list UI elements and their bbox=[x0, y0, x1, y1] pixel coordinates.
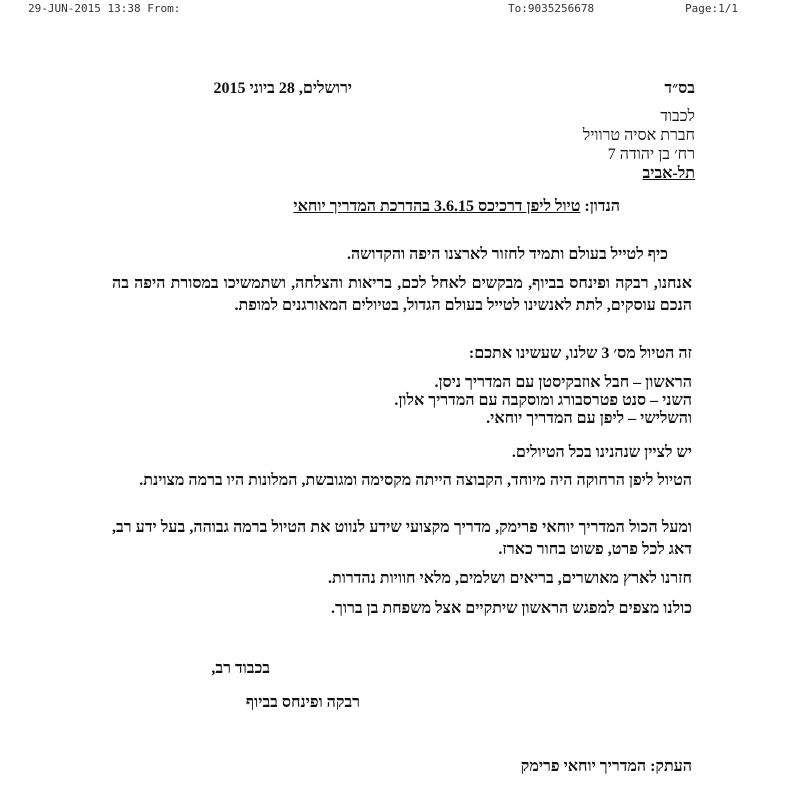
paragraph-trip-quality: הטיול ליפן הרחוקה היה מיוחד, הקבוצה הייתה מקסימה ומגובשת, המלונות היו ברמה מצוינת. bbox=[139, 472, 692, 489]
trip-third: והשלישי – ליפן עם המדריך יוחאי. bbox=[486, 410, 692, 427]
trips-intro: זה הטיול מס׳ 3 שלנו, שעשינו אתכם: bbox=[468, 345, 692, 362]
fax-datetime: 29-JUN-2015 13:38 From: bbox=[28, 2, 181, 15]
paragraph-guide-praise: ומעל הכול המדריך יוחאי פרימק, מדריך מקצועי שידע לנווט את הטיול ברמה גבוהה, בעל ידע רב, דאג לכל פרט, פשוט בחור כארז. bbox=[112, 519, 692, 558]
recipient-company: חברת אסיה טרוויל bbox=[582, 127, 695, 144]
subject-text: טיול ליפן דרכיכס 3.6.15 בהדרכת המדריך יוחאי bbox=[293, 198, 581, 215]
paragraph-return: חזרנו לארץ מאושרים, בריאים ושלמים, מלאי חוויות נהדרות. bbox=[328, 570, 692, 587]
paragraph-wishes: אנחנו, רבקה ופינחס בביוף, מבקשים לאחל לכם, בריאות והצלחה, ושתמשיכו במסורת היפה בה הנכם עוסקים, לתת לאנשינו לטייל בעולם הגדול, בטיולים המאורגנים למופת. bbox=[112, 275, 692, 314]
fax-page-count: Page:1/1 bbox=[685, 2, 738, 15]
recipient-street: רח׳ בן יהודה 7 bbox=[607, 146, 695, 163]
cc-line: העתק: המדריך יוחאי פרימק bbox=[520, 758, 692, 775]
paragraph-meeting: כולנו מצפים למפגש הראשון שיתקיים אצל משפחת בן ברוך. bbox=[331, 600, 692, 617]
bsd-mark: בס״ד bbox=[664, 80, 695, 97]
enjoyment-note: יש לציין שנהנינו בכל הטיולים. bbox=[511, 444, 692, 461]
slogan: כיף לטייל בעולם ותמיד לחזור לארצנו היפה והקדושה. bbox=[346, 246, 668, 263]
subject-prefix: הנדון: bbox=[584, 198, 620, 215]
fax-recipient-number: To:9035256678 bbox=[508, 2, 595, 15]
trip-first: הראשון – חבל אוזבקיסטן עם המדריך ניסן. bbox=[434, 374, 692, 391]
subject-line bbox=[293, 198, 620, 216]
signature: רבקה ופינחס בביוף bbox=[245, 694, 360, 711]
trip-second: השני – סנט פטרסבורג ומוסקבה עם המדריך אלון. bbox=[394, 392, 692, 409]
recipient-city: תל-אביב bbox=[642, 165, 695, 182]
recipient-to-honor: לכבוד bbox=[660, 108, 695, 125]
date-line: ירושלים, 28 ביוני 2015 bbox=[213, 80, 352, 97]
closing-line: בכבוד רב, bbox=[211, 660, 270, 677]
